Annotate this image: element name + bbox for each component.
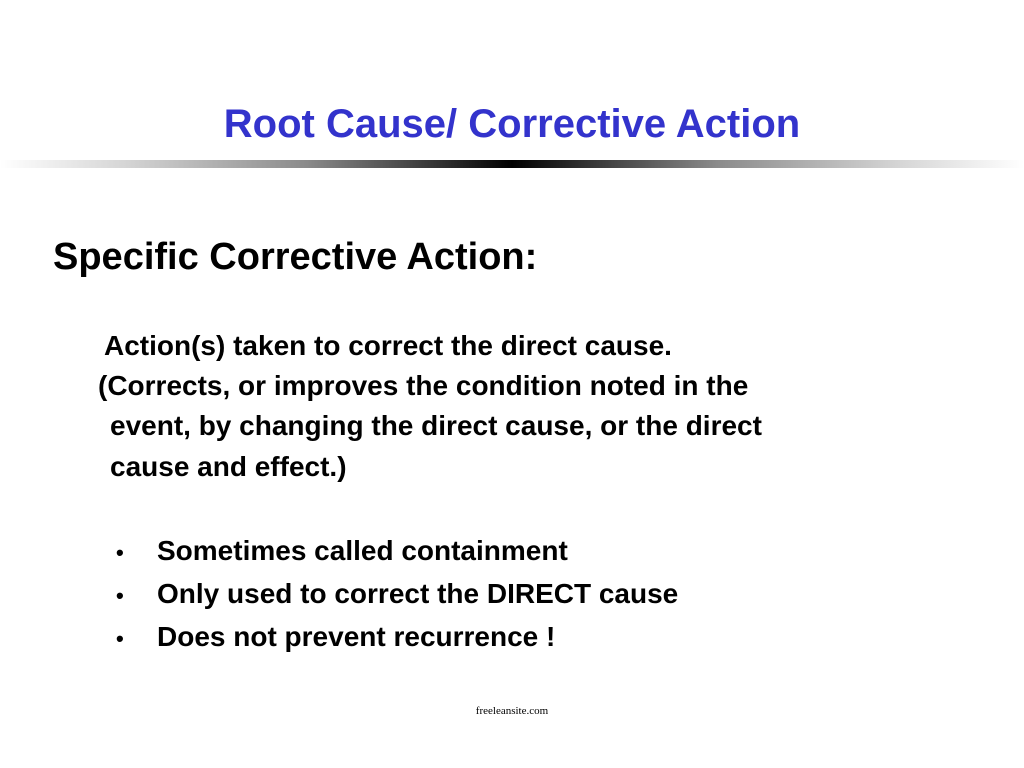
bullet-icon: • (116, 583, 124, 608)
bullet-icon: • (116, 540, 124, 565)
bullet-text: Does not prevent recurrence ! (157, 621, 556, 652)
section-heading: Specific Corrective Action: (53, 236, 538, 278)
footer-source: freeleansite.com (475, 705, 549, 717)
bullet-list (112, 530, 678, 659)
body-text-line: (Corrects, or improves the condition noted in the (98, 370, 749, 401)
slide-title: Root Cause/ Corrective Action (223, 102, 801, 146)
body-text-line: cause and effect.) (110, 451, 347, 482)
bullet-item (112, 616, 678, 659)
body-text-line: Action(s) taken to correct the direct cause. (104, 330, 672, 361)
bullet-text: Only used to correct the DIRECT cause (157, 578, 679, 609)
bullet-item (112, 530, 678, 573)
bullet-text: Sometimes called containment (157, 535, 568, 566)
bullet-icon: • (116, 626, 124, 651)
title-divider (0, 160, 1024, 168)
bullet-item (112, 573, 678, 616)
body-text-line: event, by changing the direct cause, or the direct (110, 410, 762, 441)
